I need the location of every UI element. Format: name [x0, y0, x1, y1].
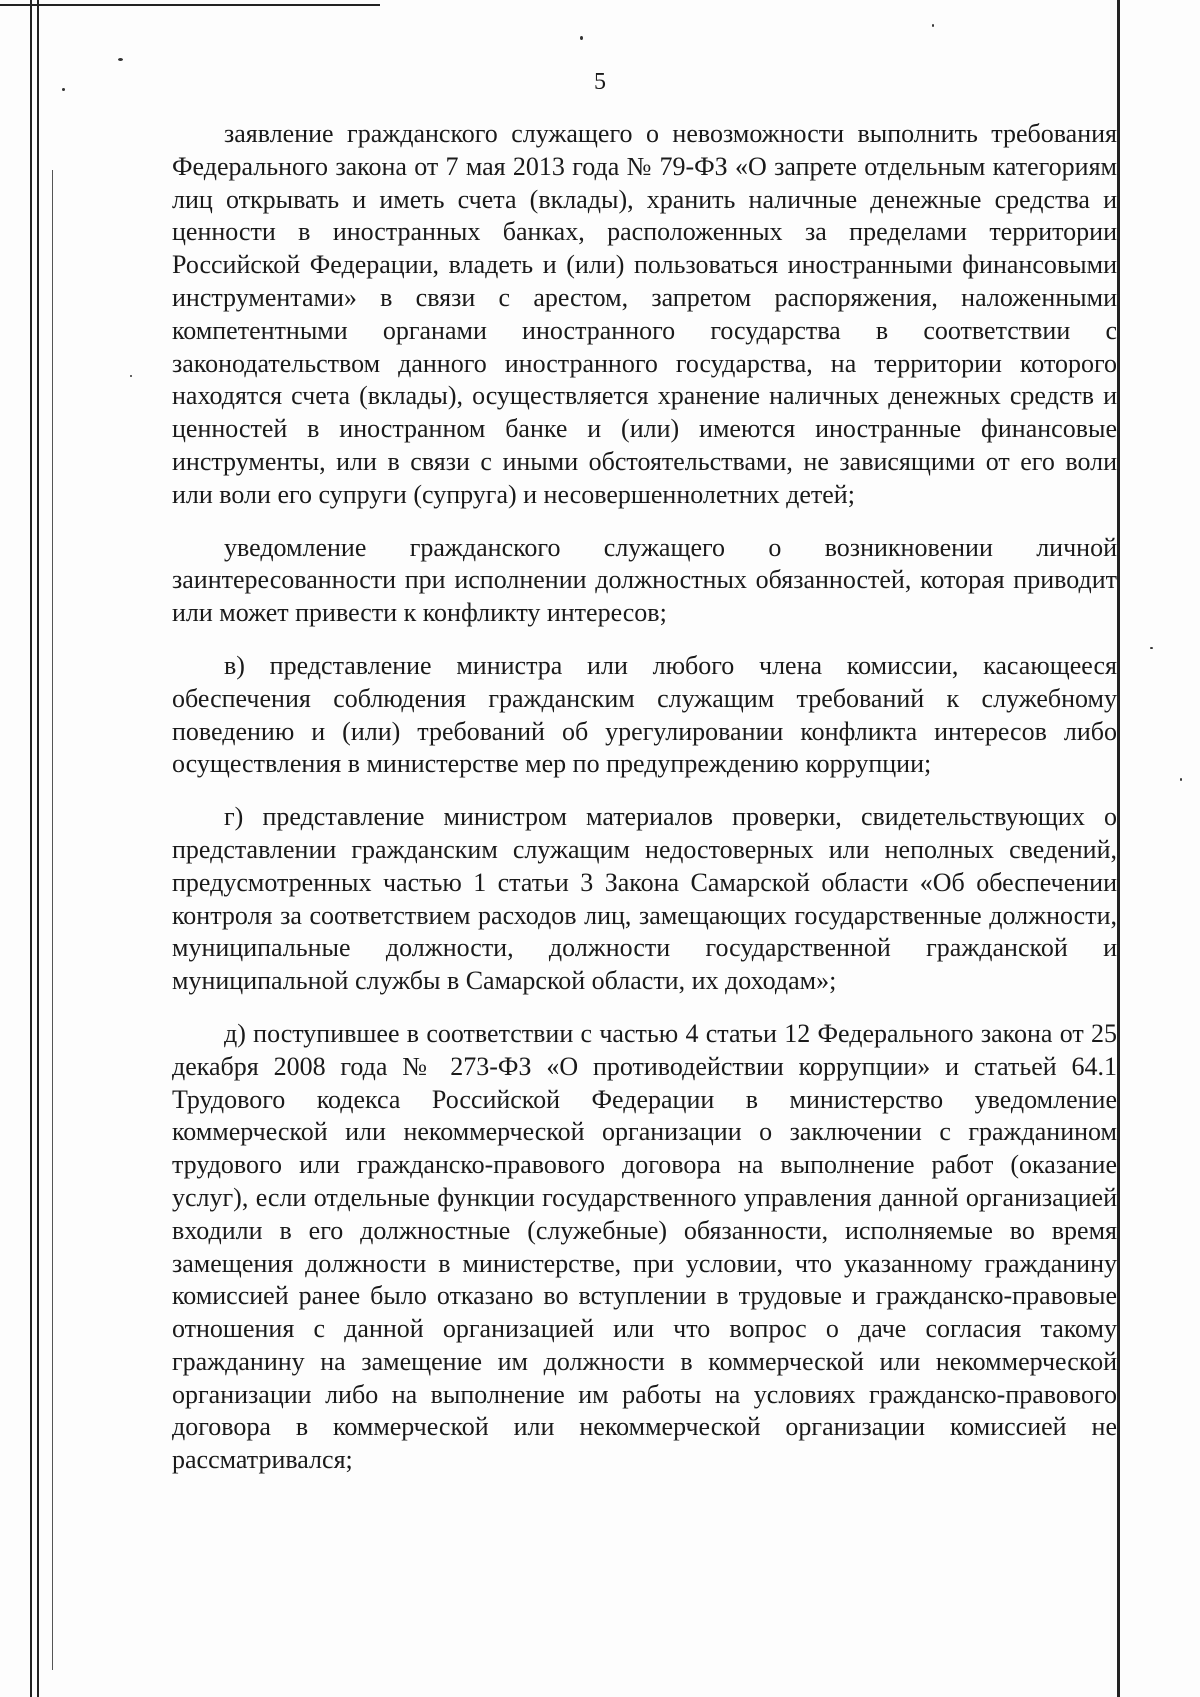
scan-speck — [130, 375, 132, 377]
paragraph: заявление гражданского служащего о невозможности выполнить требования Федерального закона от 7 мая 2013 года № 79-ФЗ «О запрете отдельным категориям лиц открывать и иметь счета (вклады), хранить наличные денежные средства и ценности в иностранных банках, расположенных за пределами территории Российской Федерации, владеть и (или) пользоваться иностранными финансовыми инструментами» в связи с арестом, запретом распоряжения, наложенными компетентными органами иностранного государства в соответствии с законодательством данного иностранного государства, на территории которого находятся счета (вклады), осуществляется хранение наличных денежных средств и ценностей в иностранном банке и (или) имеются иностранные финансовые инструменты, или в связи с иными обстоятельствами, не зависящими от его воли или воли его супруги (супруга) и несовершеннолетних детей; — [172, 119, 1117, 509]
scan-speck — [932, 24, 934, 27]
scan-speck — [580, 36, 583, 40]
scan-edge-line — [30, 0, 32, 1697]
document-body — [172, 118, 1117, 1477]
paragraph: д) поступившее в соответствии с частью 4 статьи 12 Федерального закона от 25 декабря 2008 года № 273-ФЗ «О противодействии коррупции» и статьей 64.1 Трудового кодекса Российской Федерации в министерство уведомление коммерческой или некоммерческой организации о заключении с гражданином трудового или гражданско-правового договора на выполнение работ (оказание услуг), если отдельные функции государственного управления данной организацией входили в его должностные (служебные) обязанности, исполняемые во время замещения должности в министерстве, при условии, что указанному гражданину комиссией ранее было отказано во вступлении в трудовые и гражданско-правовые отношения с данной организацией или что вопрос о даче согласия такому гражданину на замещение им должности в коммерческой или некоммерческой организации либо на выполнение им работы на условиях гражданско-правового договора в коммерческой или некоммерческой организации комиссией не рассматривался; — [172, 1018, 1117, 1475]
scan-edge-line — [0, 4, 380, 6]
paragraph: уведомление гражданского служащего о возникновении личной заинтересованности при исполнении должностных обязанностей, которая приводит или может привести к конфликту интересов; — [172, 532, 1117, 628]
scan-speck — [1180, 778, 1182, 781]
page-number: 5 — [594, 69, 606, 95]
paragraph: г) представление министром материалов проверки, свидетельствующих о представлении гражданским служащим недостоверных или неполных сведений, предусмотренных частью 1 статьи 3 Закона Самарской области «Об обеспечении контроля за соответствием расходов лиц, замещающих государственные должности, муниципальные должности, должности государственной гражданской и муниципальной службы в Самарской области, их доходам»; — [172, 802, 1117, 996]
scan-edge-line — [37, 0, 39, 1697]
paragraph: в) представление министра или любого члена комиссии, касающееся обеспечения соблюдения гражданским служащим требований к служебному поведению и (или) требований об урегулировании конфликта интересов либо осуществления в министерстве мер по предупреждению коррупции; — [172, 650, 1117, 779]
scan-edge-line — [52, 170, 53, 1670]
scan-speck — [118, 58, 123, 61]
scan-speck — [1150, 647, 1153, 649]
scan-edge-line — [1117, 0, 1120, 1697]
